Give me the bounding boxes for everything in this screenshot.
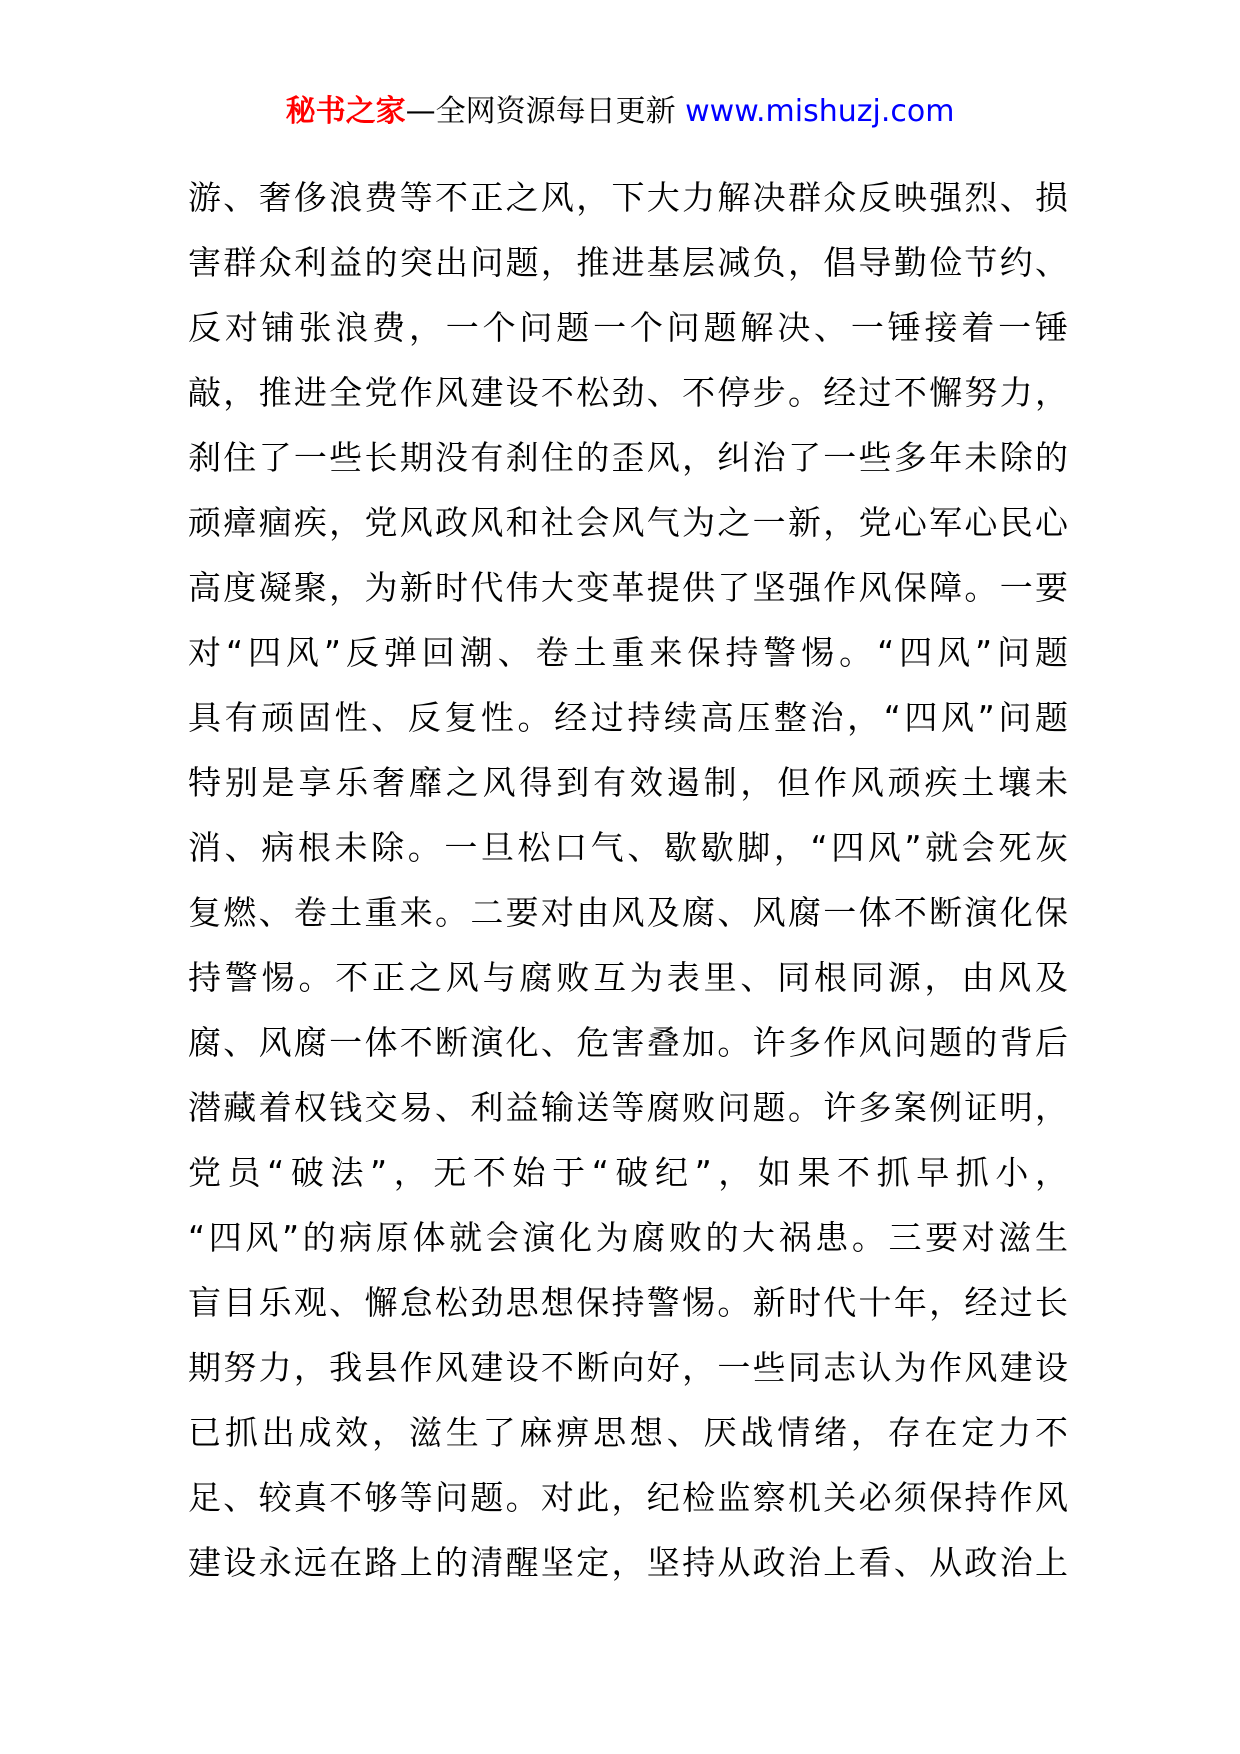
- text-line: 建设永远在路上的清醒坚定，坚持从政治上看、从政治上: [188, 1543, 1068, 1582]
- text-line: 已抓出成效，滋生了麻痹思想、厌战情绪，存在定力不: [188, 1413, 1068, 1452]
- text-line: 复燃、卷土重来。二要对由风及腐、风腐一体不断演化保: [188, 893, 1068, 932]
- text-line: 高度凝聚，为新时代伟大变革提供了坚强作风保障。一要: [188, 568, 1068, 607]
- text-line: 刹住了一些长期没有刹住的歪风，纠治了一些多年未除的: [188, 438, 1068, 477]
- header-tagline: —全网资源每日更新: [405, 94, 686, 129]
- page-header: [0, 92, 1240, 132]
- text-line: 敲，推进全党作风建设不松劲、不停步。经过不懈努力，: [188, 373, 1068, 412]
- document-body: [188, 165, 1068, 1595]
- text-line: 消、病根未除。一旦松口气、歇歇脚，“四风”就会死灰: [188, 828, 1068, 867]
- text-line: 对“四风”反弹回潮、卷土重来保持警惕。“四风”问题: [188, 633, 1068, 672]
- text-line: “四风”的病原体就会演化为腐败的大祸患。三要对滋生: [188, 1218, 1068, 1257]
- text-line: 特别是享乐奢靡之风得到有效遏制，但作风顽疾土壤未: [188, 763, 1068, 802]
- text-line: 反对铺张浪费，一个问题一个问题解决、一锤接着一锤: [188, 308, 1068, 347]
- text-line: 党员“破法”，无不始于“破纪”，如果不抓早抓小，: [188, 1153, 1068, 1192]
- text-line: 具有顽固性、反复性。经过持续高压整治，“四风”问题: [188, 698, 1068, 737]
- text-line: 潜藏着权钱交易、利益输送等腐败问题。许多案例证明，: [188, 1088, 1068, 1127]
- text-line: 游、奢侈浪费等不正之风，下大力解决群众反映强烈、损: [188, 178, 1068, 217]
- brand-name: 秘书之家: [285, 94, 406, 129]
- text-line: 持警惕。不正之风与腐败互为表里、同根同源，由风及: [188, 958, 1068, 997]
- website-link[interactable]: www.mishuzj.com: [685, 94, 955, 129]
- text-line: 害群众利益的突出问题，推进基层减负，倡导勤俭节约、: [188, 243, 1068, 282]
- text-line: 期努力，我县作风建设不断向好，一些同志认为作风建设: [188, 1348, 1068, 1387]
- text-line: 盲目乐观、懈怠松劲思想保持警惕。新时代十年，经过长: [188, 1283, 1068, 1322]
- text-line: 足、较真不够等问题。对此，纪检监察机关必须保持作风: [188, 1478, 1068, 1517]
- text-line: 顽瘴痼疾，党风政风和社会风气为之一新，党心军心民心: [188, 503, 1068, 542]
- text-line: 腐、风腐一体不断演化、危害叠加。许多作风问题的背后: [188, 1023, 1068, 1062]
